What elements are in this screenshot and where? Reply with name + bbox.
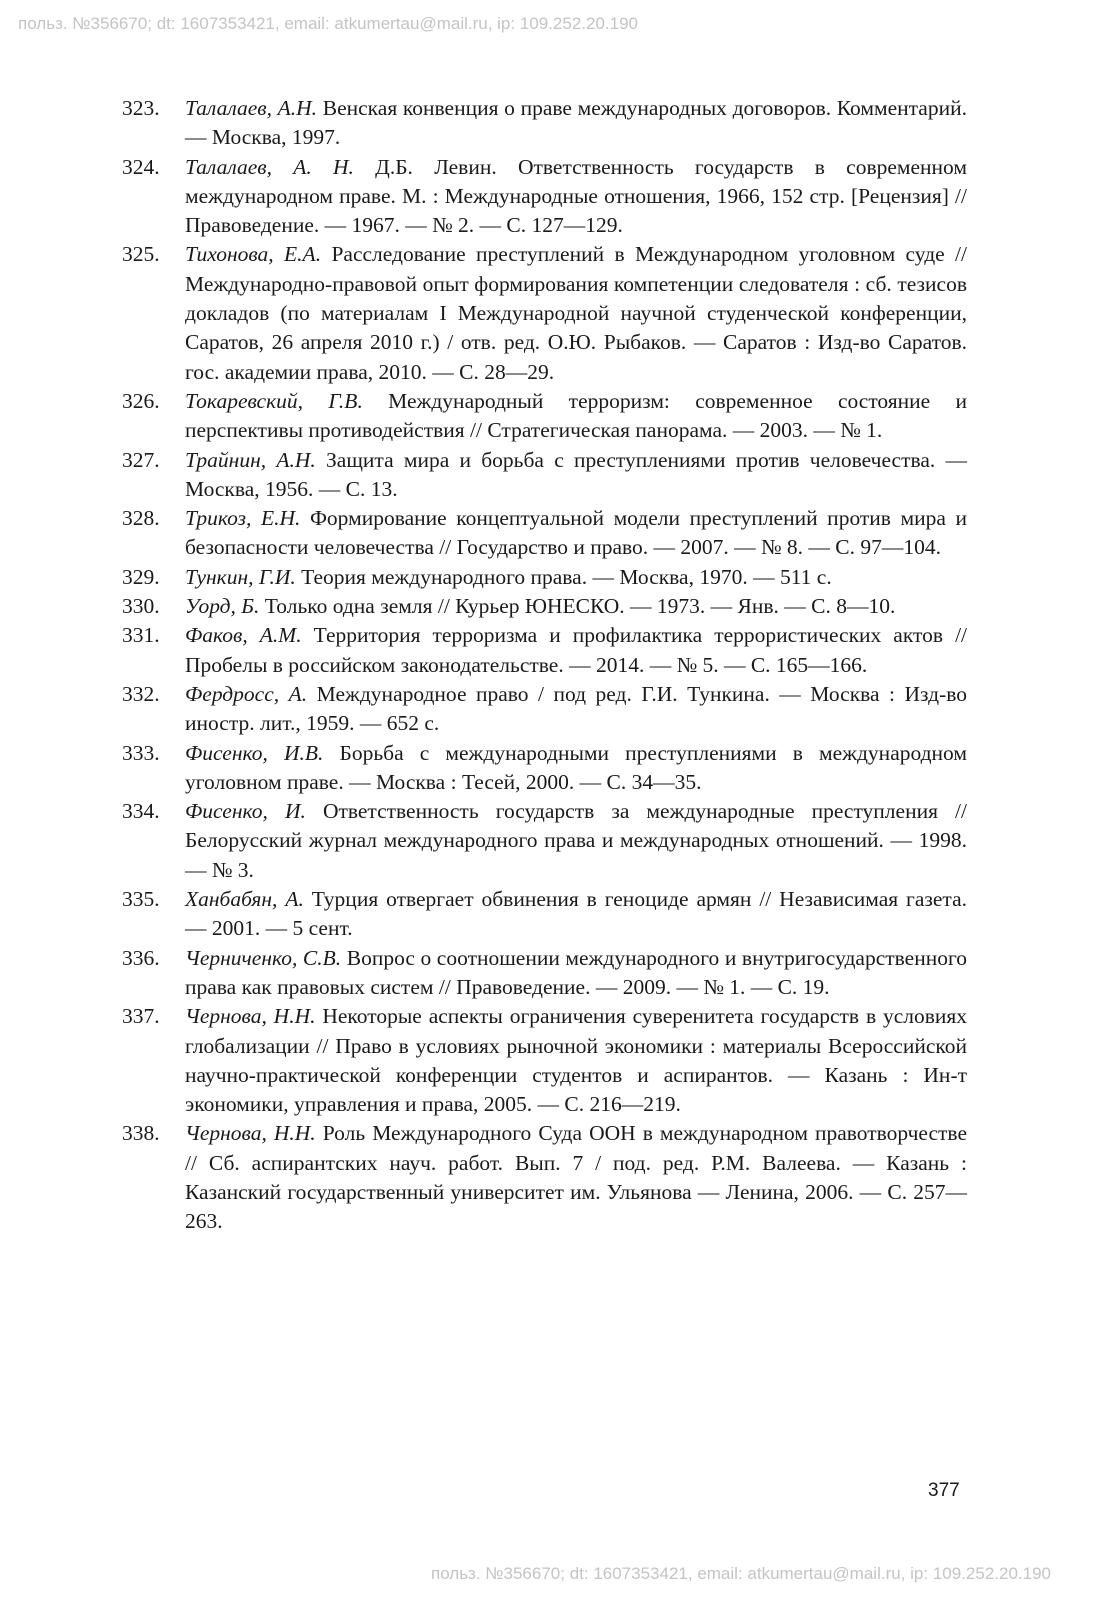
reference-number: 329.	[122, 564, 160, 589]
reference-number: 328.	[122, 506, 160, 531]
reference-number: 336.	[122, 945, 160, 970]
reference-item	[122, 680, 967, 739]
reference-item	[122, 1002, 967, 1119]
reference-number: 330.	[122, 594, 160, 619]
reference-item	[122, 592, 967, 621]
reference-number: 332.	[122, 681, 160, 706]
reference-item	[122, 387, 967, 446]
reference-author: Факов, А.М.	[185, 623, 302, 648]
reference-number: 338.	[122, 1121, 160, 1146]
page-number: 377	[928, 1480, 960, 1501]
reference-item	[122, 240, 967, 386]
reference-item	[122, 446, 967, 505]
reference-text: Расследование преступлений в Международном уголовном суде // Международно-правовой опыт формирования компетенции следователя : сб. тезисов докладов (по материалам I Международной научной студенческой конференции, Саратов, 26 апреля 2010 г.) / отв. ред. О.Ю. Рыбаков. — Саратов : Изд-во Саратов. гос. академии права, 2010. — С. 28—29.	[185, 242, 967, 384]
reference-author: Тункин, Г.И.	[185, 564, 296, 589]
reference-author: Талалаев, А.Н.	[185, 96, 318, 120]
reference-text: Территория терроризма и профилактика террористических актов // Пробелы в российском законодательстве. — 2014. — № 5. — С. 165—166.	[185, 623, 968, 677]
reference-number: 326.	[122, 388, 160, 413]
reference-item	[122, 1119, 967, 1236]
reference-number: 324.	[122, 154, 160, 179]
reference-number: 337.	[122, 1004, 160, 1029]
reference-number: 334.	[122, 799, 160, 824]
reference-author: Токаревский, Г.В.	[185, 388, 363, 413]
reference-item	[122, 563, 967, 592]
reference-author: Ханбабян, А.	[185, 887, 304, 912]
reference-item	[122, 739, 967, 798]
reference-author: Тихонова, Е.А.	[185, 242, 322, 267]
reference-text: Роль Международного Суда ООН в международном правотворчестве // Сб. аспирантских науч. работ. Вып. 7 / под. ред. Р.М. Валеева. — Казань : Казанский государственный университет им. Ульянова — Ленина, 2006. — С. 257—263.	[185, 1121, 968, 1234]
reference-text: Международный терроризм: современное состояние и перспективы противодействия // Стратегическая панорама. — 2003. — № 1.	[185, 388, 968, 443]
reference-text: Только одна земля // Курьер ЮНЕСКО. — 1973. — Янв. — С. 8—10.	[264, 594, 896, 619]
reference-text: Борьба с международными преступлениями в международном уголовном праве. — Москва : Тесей, 2000. — С. 34—35.	[185, 740, 968, 794]
reference-text: Теория международного права. — Москва, 1970. — 511 с.	[301, 564, 832, 589]
reference-author: Трайнин, А.Н.	[185, 447, 316, 472]
reference-author: Трикоз, Е.Н.	[185, 506, 301, 531]
reference-text: Международное право / под ред. Г.И. Тункина. — Москва : Изд-во иностр. лит., 1959. — 652 с.	[185, 681, 967, 736]
reference-text: Защита мира и борьба с преступлениями против человечества. — Москва, 1956. — С. 13.	[185, 447, 967, 501]
reference-author: Чернова, Н.Н.	[185, 1004, 316, 1029]
reference-author: Талалаев, А. Н.	[185, 154, 354, 179]
reference-text: Венская конвенция о праве международных договоров. Комментарий. — Москва, 1997.	[185, 96, 967, 150]
reference-text: Формирование концептуальной модели преступлений против мира и безопасности человечества // Государство и право. — 2007. — № 8. — С. 97—104.	[185, 506, 967, 560]
reference-author: Фердросс, А.	[185, 681, 308, 706]
reference-item	[122, 504, 967, 563]
reference-text: Вопрос о соотношении международного и внутригосударственного права как правовых систем // Правоведение. — 2009. — № 1. — С. 19.	[185, 945, 967, 999]
reference-number: 333.	[122, 740, 160, 765]
reference-item	[122, 944, 967, 1003]
reference-text: Некоторые аспекты ограничения суверенитета государств в условиях глобализации // Право в условиях рыночной экономики : материалы Всероссийской научно-практической конференции студентов и аспирантов. — Казань : Ин-т экономики, управления и права, 2005. — С. 216—219.	[185, 1004, 968, 1117]
reference-author: Чернова, Н.Н.	[185, 1121, 316, 1146]
reference-item	[122, 94, 967, 153]
reference-author: Уорд, Б.	[185, 594, 260, 619]
reference-author: Фисенко, И.В.	[185, 740, 324, 765]
reference-text: Турция отвергает обвинения в геноциде армян // Независимая газета. — 2001. — 5 сент.	[185, 887, 968, 941]
reference-number: 327.	[122, 447, 160, 472]
reference-text: Д.Б. Левин. Ответственность государств в современном международном праве. М. : Международные отношения, 1966, 152 стр. [Рецензия] // Правоведение. — 1967. — № 2. — С. 127—129.	[185, 154, 968, 238]
reference-number: 325.	[122, 242, 160, 267]
reference-number: 335.	[122, 887, 160, 912]
reference-item	[122, 797, 967, 885]
reference-number: 331.	[122, 623, 160, 648]
watermark-top: польз. №356670; dt: 1607353421, email: atkumertau@mail.ru, ip: 109.252.20.190	[18, 14, 639, 33]
reference-item	[122, 153, 967, 241]
reference-author: Черниченко, С.В.	[185, 945, 342, 970]
reference-number: 323.	[122, 96, 160, 120]
reference-author: Фисенко, И.	[185, 799, 306, 824]
reference-item	[122, 621, 967, 680]
watermark-bottom: польз. №356670; dt: 1607353421, email: atkumertau@mail.ru, ip: 109.252.20.190	[430, 1564, 1051, 1583]
reference-item	[122, 885, 967, 944]
reference-text: Ответственность государств за международные преступления // Белорусский журнал международного права и международных отношений. — 1998. — № 3.	[185, 799, 968, 882]
bibliography-list	[122, 94, 967, 1237]
